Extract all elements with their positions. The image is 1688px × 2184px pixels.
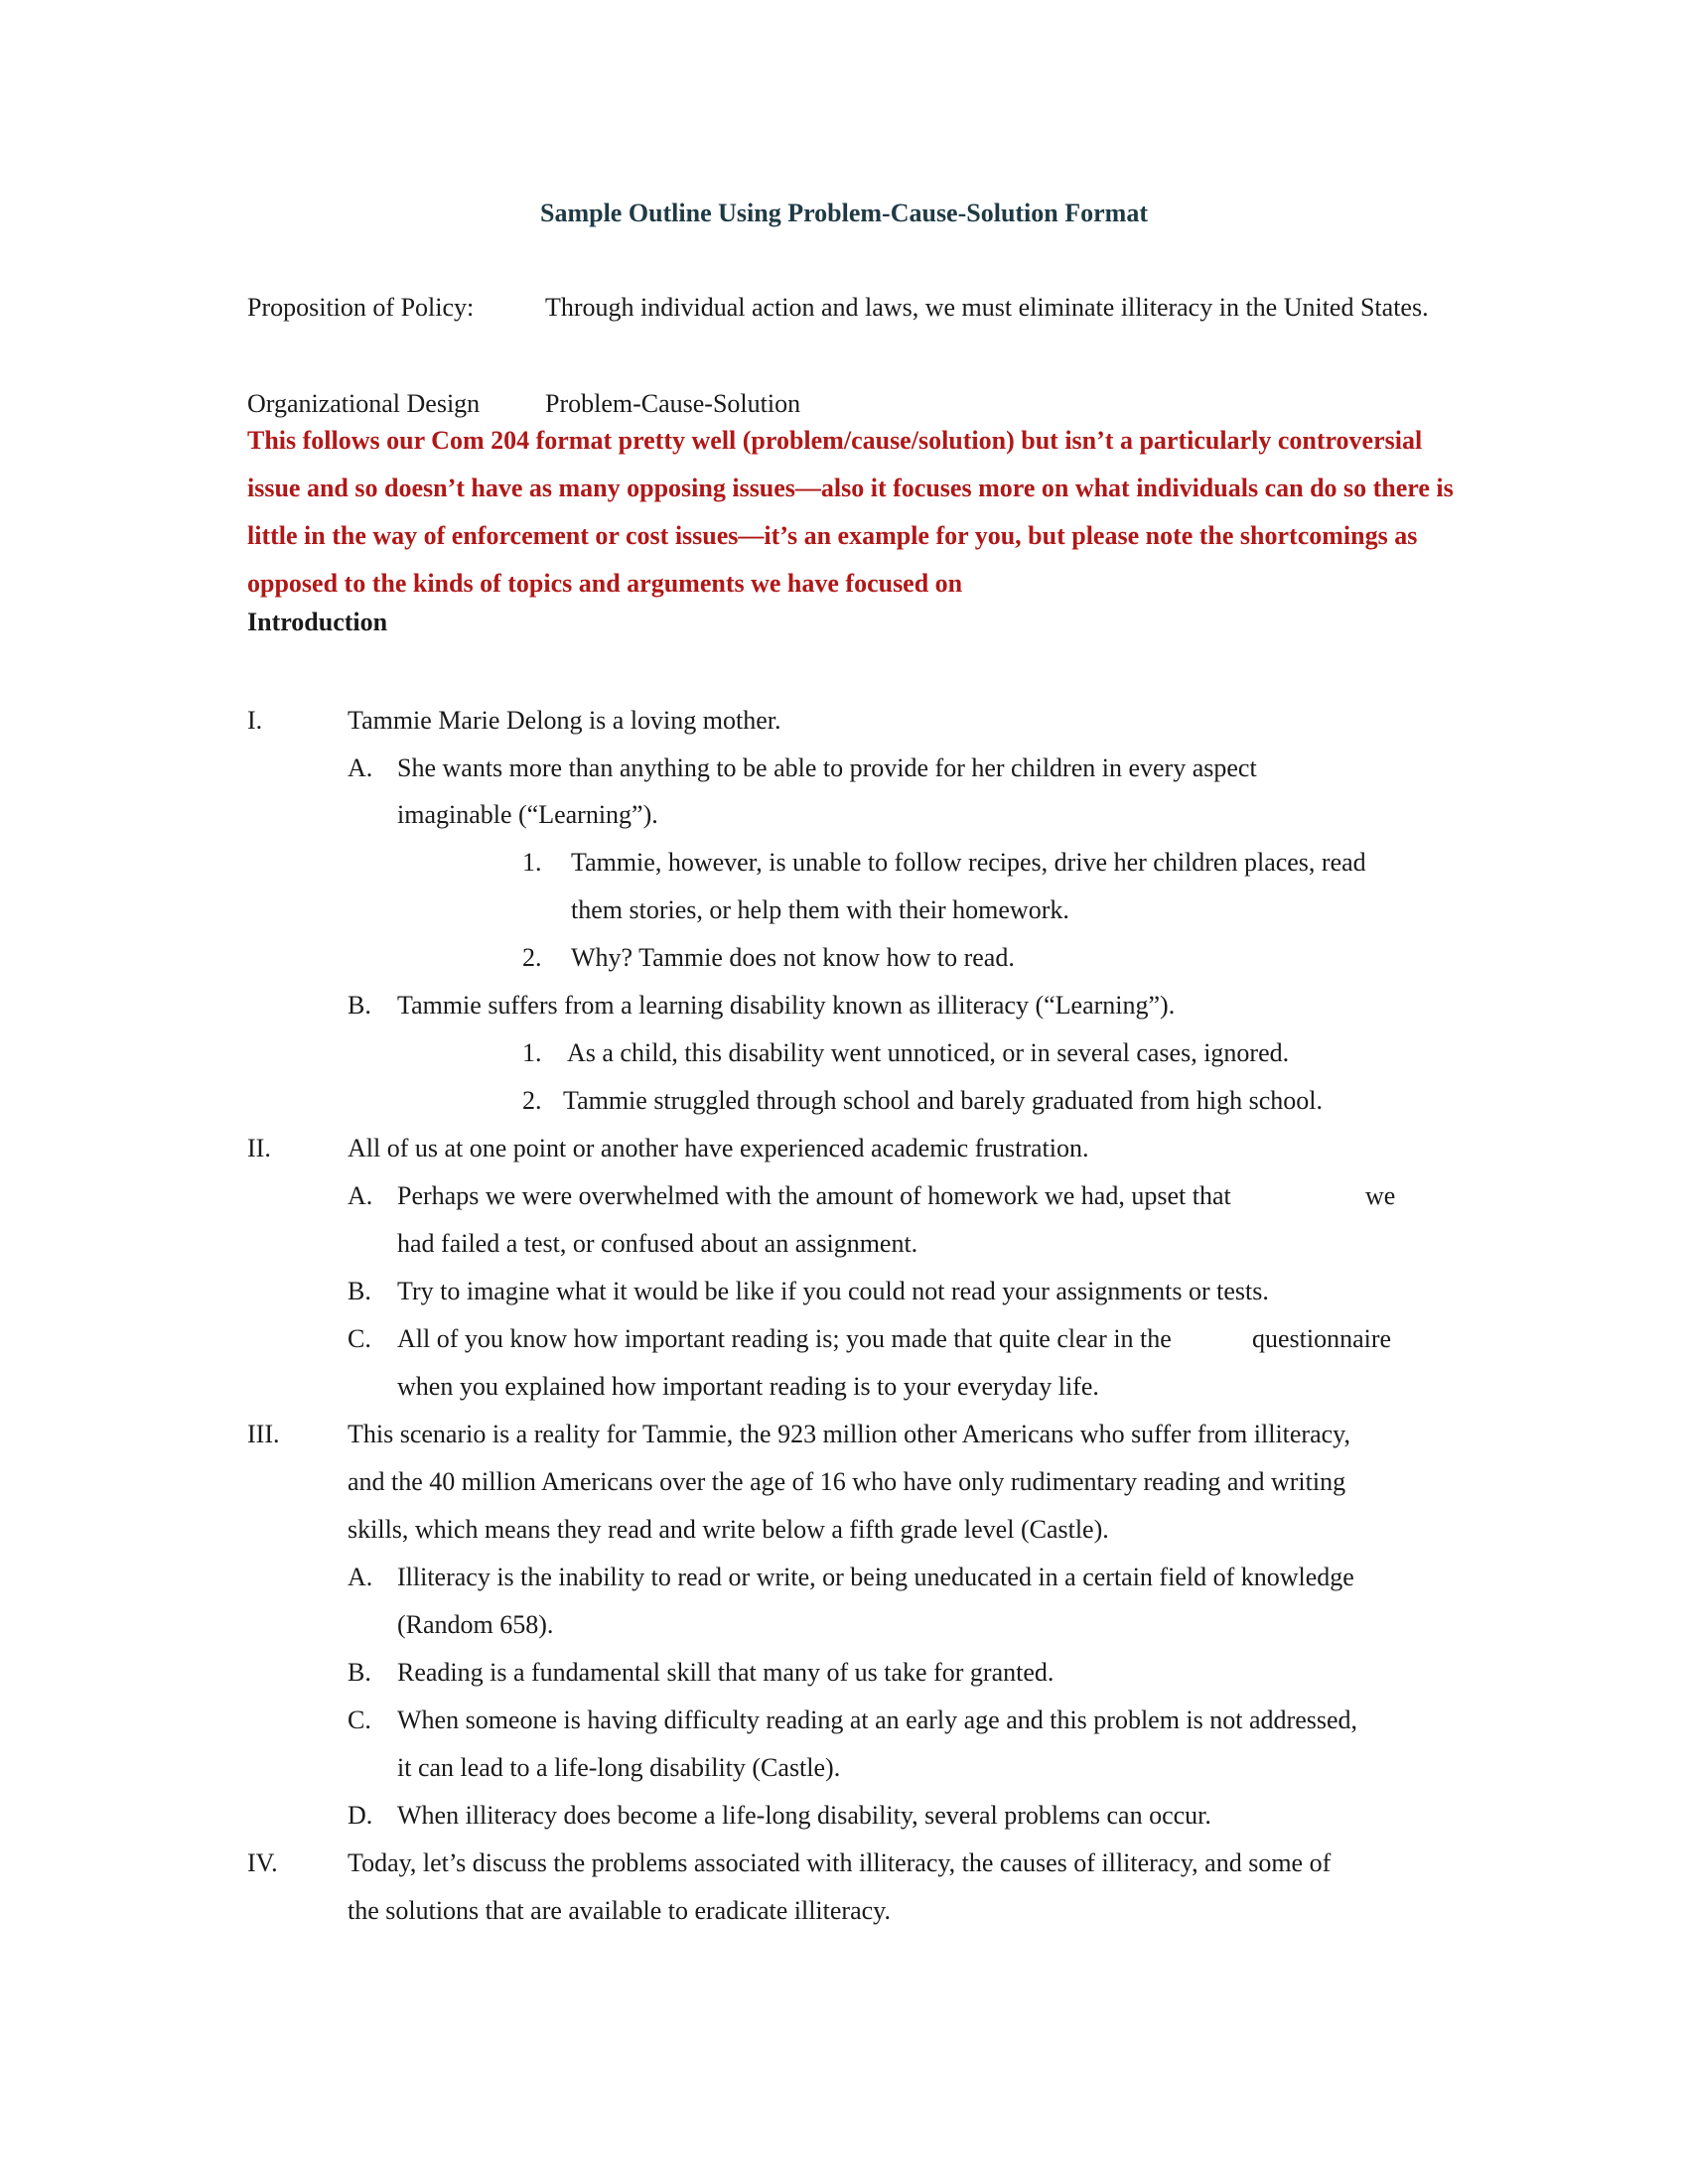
- introduction-heading: Introduction: [247, 608, 388, 636]
- outline-item-text: All of us at one point or another have experienced academic frustration.: [348, 1134, 1089, 1162]
- outline-marker: IV.: [247, 1848, 278, 1877]
- outline-item-text: it can lead to a life-long disability (Castle).: [397, 1753, 841, 1782]
- outline-item-text: imaginable (“Learning”).: [397, 800, 658, 829]
- outline-item-text: when you explained how important reading is to your everyday life.: [397, 1372, 1099, 1401]
- outline-marker: A.: [348, 753, 373, 782]
- document-title: Sample Outline Using Problem-Cause-Solution Format: [540, 199, 1148, 227]
- outline-marker: 1.: [522, 848, 542, 877]
- outline-marker: A.: [348, 1181, 373, 1210]
- outline-item-text: Why? Tammie does not know how to read.: [571, 943, 1015, 972]
- outline-marker: I.: [247, 706, 263, 735]
- outline-marker: A.: [348, 1563, 373, 1591]
- outline-marker: B.: [348, 991, 371, 1020]
- outline-item-text: As a child, this disability went unnoticed, or in several cases, ignored.: [567, 1038, 1290, 1067]
- outline-item-text: and the 40 million Americans over the age of 16 who have only rudimentary reading and writing: [348, 1467, 1346, 1496]
- organization-label: Organizational Design: [247, 389, 481, 418]
- outline-item-text: This scenario is a reality for Tammie, the 923 million other Americans who suffer from illiteracy,: [348, 1420, 1350, 1448]
- outline-item-text: them stories, or help them with their homework.: [571, 895, 1069, 924]
- outline-marker: 1.: [522, 1038, 542, 1067]
- instructor-note: This follows our Com 204 format pretty well (problem/cause/solution) but isn’t a particularly controversial issue and so doesn’t have as many opposing issues—also it focuses more on what individuals can do so there is little in the way of enforcement or cost issues—it’s an example for you, but please note the shortcomings as opposed to the kinds of topics and arguments we have focused on: [247, 426, 1454, 598]
- outline-item-text: skills, which means they read and write below a fifth grade level (Castle).: [348, 1515, 1109, 1544]
- outline-marker: C.: [348, 1706, 371, 1734]
- outline-item-text: the solutions that are available to eradicate illiteracy.: [348, 1896, 891, 1925]
- outline-item-text: (Random 658).: [397, 1610, 554, 1639]
- outline-marker: B.: [348, 1277, 371, 1305]
- outline-marker: B.: [348, 1658, 371, 1687]
- outline-item-text: She wants more than anything to be able to provide for her children in every aspect: [397, 753, 1257, 782]
- outline-marker: C.: [348, 1324, 371, 1353]
- outline-item-text: Try to imagine what it would be like if you could not read your assignments or tests.: [397, 1277, 1269, 1305]
- outline-item-text: questionnaire: [1252, 1324, 1392, 1353]
- proposition-label: Proposition of Policy:: [247, 293, 475, 322]
- outline-item-text: Illiteracy is the inability to read or write, or being uneducated in a certain field of knowledge: [397, 1563, 1354, 1591]
- proposition-text: Through individual action and laws, we must eliminate illiteracy in the United States.: [545, 293, 1429, 322]
- outline-item-text: Tammie Marie Delong is a loving mother.: [348, 706, 781, 735]
- outline-marker: III.: [247, 1420, 280, 1448]
- outline-item-text: Tammie suffers from a learning disability known as illiteracy (“Learning”).: [397, 991, 1176, 1020]
- outline-marker: 2.: [522, 1086, 542, 1115]
- outline-marker: 2.: [522, 943, 542, 972]
- outline-item-text: Today, let’s discuss the problems associated with illiteracy, the causes of illiteracy, and some of: [348, 1848, 1332, 1877]
- outline-item-text: All of you know how important reading is; you made that quite clear in the: [397, 1324, 1172, 1353]
- outline-marker: II.: [247, 1134, 271, 1162]
- outline-item-text: Tammie struggled through school and barely graduated from high school.: [563, 1086, 1323, 1115]
- outline-item-text: we: [1365, 1181, 1396, 1210]
- outline-item-text: Reading is a fundamental skill that many of us take for granted.: [397, 1658, 1055, 1687]
- outline-item-text: Perhaps we were overwhelmed with the amount of homework we had, upset that: [397, 1181, 1231, 1210]
- organization-text: Problem-Cause-Solution: [545, 389, 801, 418]
- outline-marker: D.: [348, 1801, 373, 1830]
- outline-item-text: had failed a test, or confused about an assignment.: [397, 1229, 918, 1258]
- outline-item-text: When someone is having difficulty reading at an early age and this problem is not addressed,: [397, 1706, 1358, 1734]
- outline-item-text: Tammie, however, is unable to follow recipes, drive her children places, read: [571, 848, 1366, 877]
- outline-item-text: When illiteracy does become a life-long disability, several problems can occur.: [397, 1801, 1211, 1830]
